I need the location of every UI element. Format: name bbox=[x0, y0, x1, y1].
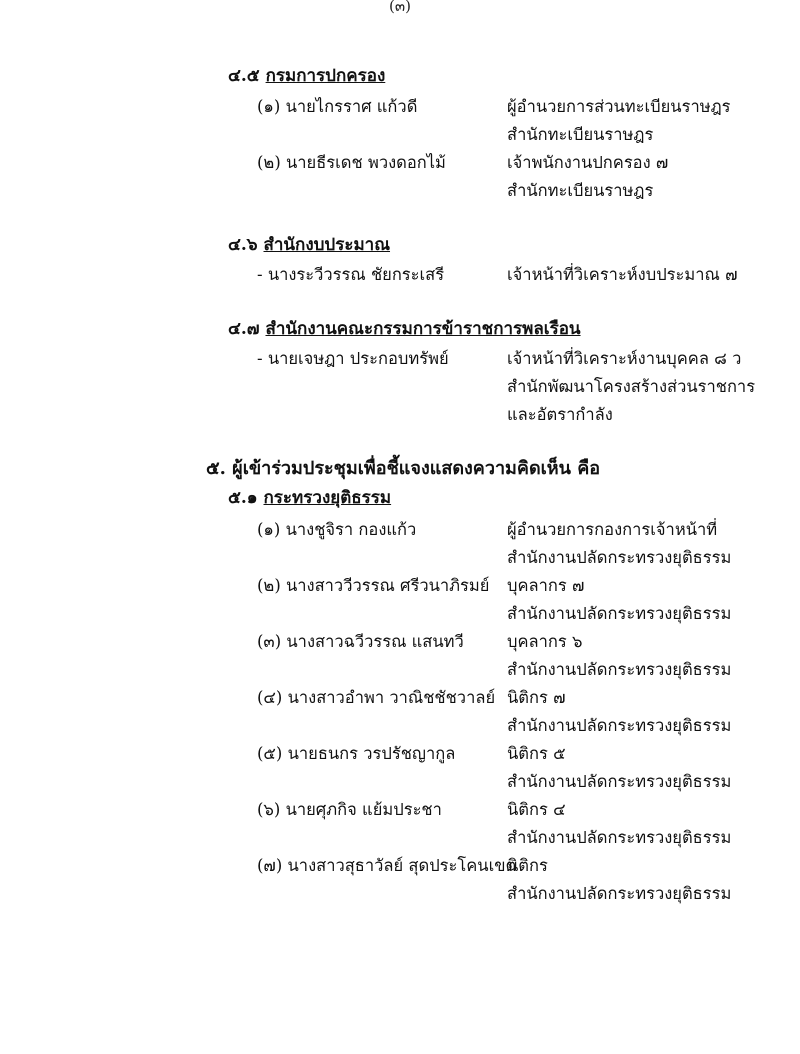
person-position: ผู้อำนวยการกองการเจ้าหน้าที่ bbox=[507, 520, 718, 539]
section-number: ๔.๖ bbox=[228, 235, 258, 255]
person-office: สำนักงานปลัดกระทรวงยุติธรรม bbox=[507, 660, 732, 679]
person-position: บุคลากร ๖ bbox=[507, 632, 583, 651]
person-position: นิติกร bbox=[507, 856, 548, 875]
person-name: - นางระวีวรรณ ชัยกระเสรี bbox=[257, 265, 445, 284]
person-position: เจ้าพนักงานปกครอง ๗ bbox=[507, 153, 669, 172]
person-position: นิติกร ๗ bbox=[507, 688, 566, 707]
section-number: ๕.๑ bbox=[228, 488, 258, 508]
person-position: เจ้าหน้าที่วิเคราะห์งานบุคคล ๘ ว bbox=[507, 349, 742, 368]
person-office: สำนักงานปลัดกระทรวงยุติธรรม bbox=[507, 716, 732, 735]
section-heading-4-6 bbox=[228, 231, 390, 259]
section-title: กระทรวงยุติธรรม bbox=[263, 488, 392, 508]
person-name: (๖) นายศุภกิจ แย้มประชา bbox=[257, 800, 442, 819]
section-title: กรมการปกครอง bbox=[265, 66, 386, 86]
person-office: สำนักทะเบียนราษฎร bbox=[507, 181, 654, 200]
person-name: (๗) นางสาวสุธาวัลย์ สุดประโคนเขต bbox=[257, 856, 517, 875]
page-number: (๓) bbox=[389, 0, 411, 15]
person-name: - นายเจษฎา ประกอบทรัพย์ bbox=[257, 349, 449, 368]
section-heading-5-1 bbox=[228, 484, 391, 512]
section-title: สำนักงานคณะกรรมการข้าราชการพลเรือน bbox=[265, 319, 581, 339]
person-position: ผู้อำนวยการส่วนทะเบียนราษฎร bbox=[507, 97, 731, 116]
person-name: (๓) นางสาวฉวีวรรณ แสนทวี bbox=[257, 632, 464, 651]
person-position: นิติกร ๕ bbox=[507, 744, 566, 763]
section-number: ๔.๗ bbox=[228, 319, 260, 339]
section-title: สำนักงบประมาณ bbox=[263, 235, 391, 255]
person-office: สำนักงานปลัดกระทรวงยุติธรรม bbox=[507, 772, 732, 791]
person-position: เจ้าหน้าที่วิเคราะห์งบประมาณ ๗ bbox=[507, 265, 738, 284]
main-heading-5: ๕. ผู้เข้าร่วมประชุมเพื่อชี้แจงแสดงความคิดเห็น คือ bbox=[206, 458, 601, 479]
person-name: (๕) นายธนกร วรปรัชญากูล bbox=[257, 744, 456, 763]
person-name: (๒) นางสาววีวรรณ ศรีวนาภิรมย์ bbox=[257, 576, 490, 595]
person-office: สำนักงานปลัดกระทรวงยุติธรรม bbox=[507, 604, 732, 623]
person-office: สำนักงานปลัดกระทรวงยุติธรรม bbox=[507, 548, 732, 567]
person-position: นิติกร ๔ bbox=[507, 800, 566, 819]
person-name: (๑) นางชูจิรา กองแก้ว bbox=[257, 520, 417, 539]
person-name: (๒) นายธีรเดช พวงดอกไม้ bbox=[257, 153, 446, 172]
section-number: ๔.๕ bbox=[228, 66, 260, 86]
person-name: (๔) นางสาวอำพา วาณิชชัชวาลย์ bbox=[257, 688, 496, 707]
person-office: สำนักพัฒนาโครงสร้างส่วนราชการ bbox=[507, 377, 756, 396]
section-heading-4-7 bbox=[228, 315, 581, 343]
section-heading-4-5 bbox=[228, 62, 385, 90]
person-name: (๑) นายไกรราศ แก้วดี bbox=[257, 97, 418, 116]
person-office: สำนักงานปลัดกระทรวงยุติธรรม bbox=[507, 884, 732, 903]
person-office-line2: และอัตรากำลัง bbox=[507, 405, 613, 424]
person-position: บุคลากร ๗ bbox=[507, 576, 585, 595]
person-office: สำนักงานปลัดกระทรวงยุติธรรม bbox=[507, 828, 732, 847]
person-office: สำนักทะเบียนราษฎร bbox=[507, 125, 654, 144]
